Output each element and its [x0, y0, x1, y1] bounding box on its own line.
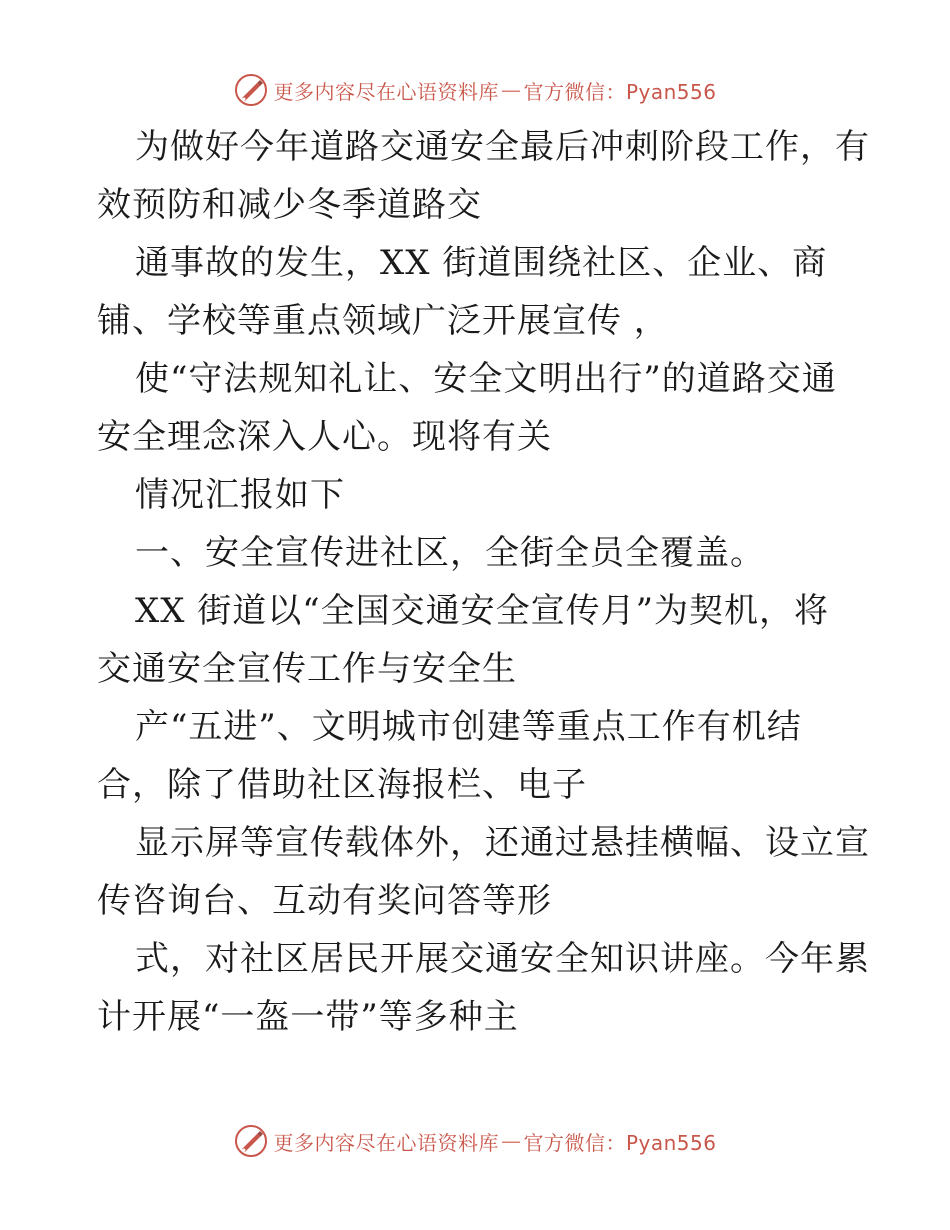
- text-line: 情况汇报如下: [135, 475, 345, 515]
- text-line: 交通安全宣传工作与安全生: [97, 649, 517, 689]
- text-line: 安全理念深入人心。现将有关: [97, 417, 552, 457]
- watermark-separator: —: [500, 78, 522, 102]
- text-line: 计开展“一盔一带”等多种主: [97, 997, 519, 1037]
- text-line: 产“五进”、文明城市创建等重点工作有机结: [135, 707, 802, 747]
- watermark-main-text: 更多内容尽在心语资料库: [273, 79, 499, 104]
- header-watermark: [0, 70, 950, 110]
- pen-logo-icon: [233, 72, 269, 108]
- text-line: 通事故的发生，XX 街道围绕社区、企业、商: [135, 243, 828, 283]
- text-line: 效预防和减少冬季道路交: [97, 185, 482, 225]
- text-line: 为做好今年道路交通安全最后冲刺阶段工作，有: [135, 127, 870, 167]
- watermark-main-text: 更多内容尽在心语资料库: [273, 1130, 499, 1155]
- text-line: 式，对社区居民开展交通安全知识讲座。今年累: [135, 939, 870, 979]
- text-line: 一、安全宣传进社区，全街全员全覆盖。: [135, 533, 765, 573]
- watermark-contact-text: 官方微信：Pyan556: [523, 79, 717, 104]
- document-body: [97, 118, 870, 1046]
- watermark-contact-text: 官方微信：Pyan556: [523, 1130, 717, 1155]
- text-line: 合，除了借助社区海报栏、电子: [97, 765, 587, 805]
- text-line: 铺、学校等重点领域广泛开展宣传 ，: [97, 301, 669, 341]
- text-line: XX 街道以“全国交通安全宣传月”为契机，将: [135, 591, 829, 631]
- text-line: 使“守法规知礼让、安全文明出行”的道路交通: [135, 359, 837, 399]
- watermark-separator: —: [500, 1129, 522, 1153]
- pen-logo-icon: [233, 1123, 269, 1159]
- footer-watermark: [0, 1121, 950, 1161]
- text-line: 显示屏等宣传载体外，还通过悬挂横幅、设立宣: [135, 823, 870, 863]
- text-line: 传咨询台、互动有奖问答等形: [97, 881, 552, 921]
